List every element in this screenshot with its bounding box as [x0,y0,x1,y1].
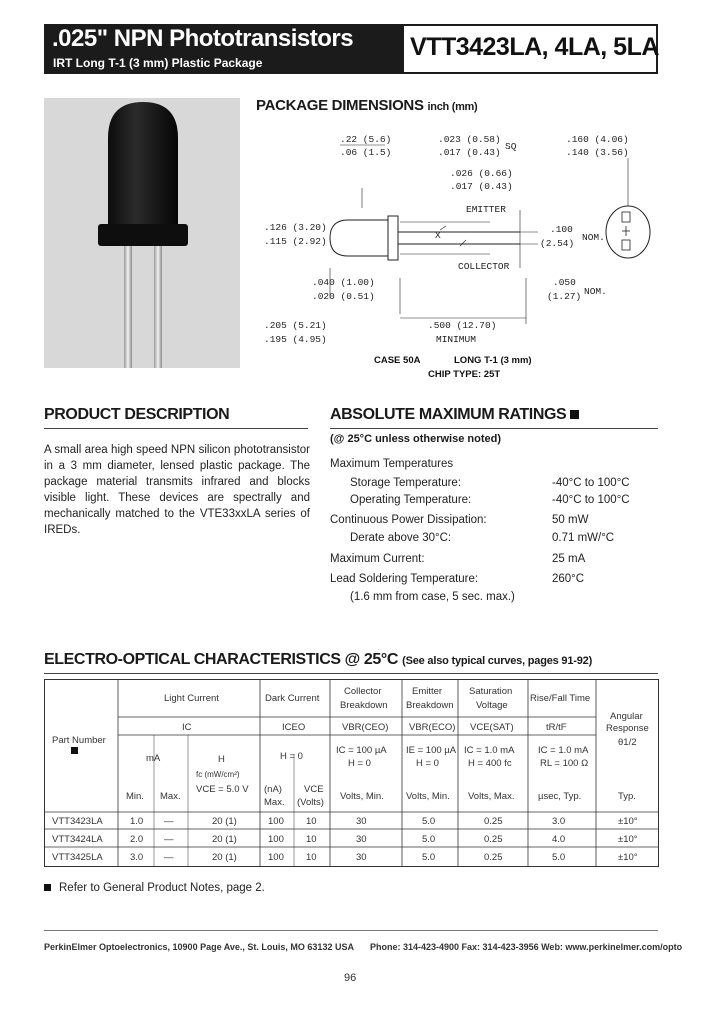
sym-vcesat: VCE(SAT) [470,722,514,733]
svg-text:10: 10 [306,816,317,827]
dim-5a: .126 (3.20) [264,222,327,233]
dim-9b: .195 (4.95) [264,334,327,345]
hdr-angular-1: Angular [610,711,643,722]
package-drawing [250,118,670,388]
footer-contact: Phone: 314-423-4900 Fax: 314-423-3956 Web: www.perkinelmer.com/opto [370,942,683,952]
package-dimensions-heading: PACKAGE DIMENSIONS inch (mm) [256,97,478,114]
dim-7b: .020 (0.51) [312,291,375,302]
case-description: LONG T-1 (3 mm) [454,355,532,366]
divider [44,428,308,429]
part-numbers: VTT3423LA, 4LA, 5LA [410,33,659,61]
sym-vbrceo: VBR(CEO) [342,722,389,733]
cond-ie100: IE = 100 µA [406,745,457,756]
svg-text:20 (1): 20 (1) [212,852,237,863]
svg-text:5.0: 5.0 [552,852,566,863]
svg-text:100: 100 [268,816,284,827]
cond-h400: H = 400 fc [468,758,512,769]
unit-typ: Typ. [618,791,636,802]
hdr-saturation-1: Saturation [469,686,513,697]
svg-text:0.25: 0.25 [484,816,503,827]
square-bullet-icon [44,884,51,891]
cond-ma: mA [146,753,161,764]
divider [44,673,658,674]
square-bullet-icon [71,747,78,754]
ratings-condition: (@ 25°C unless otherwise noted) [330,433,501,445]
unit-max: Max. [160,791,181,802]
product-notes-reference: Refer to General Product Notes, page 2. [44,882,265,894]
electro-optical-heading: ELECTRO-OPTICAL CHARACTERISTICS @ 25°C (See also typical curves, pages 91-92) [44,651,593,668]
svg-text:20 (1): 20 (1) [212,816,237,827]
svg-text:30: 30 [356,852,367,863]
dim-6a: .100 [550,224,573,235]
product-photo [44,98,240,368]
table-row [52,816,638,827]
absolute-max-ratings-heading: ABSOLUTE MAXIMUM RATINGS [330,406,579,424]
cond-ic1: IC = 1.0 mA [464,745,515,756]
svg-text:3.0: 3.0 [552,816,566,827]
cond-vce: VCE = 5.0 V [196,784,249,795]
svg-text:1.0: 1.0 [130,816,144,827]
page-subtitle: IRT Long T-1 (3 mm) Plastic Package [53,56,263,70]
case-label: CASE 50A [374,355,421,366]
unit-volts-min-2: Volts, Min. [406,791,450,802]
svg-text:100: 100 [268,852,284,863]
dim-8b: (1.27) [547,291,582,302]
sym-tr: tR/tF [546,722,567,733]
product-description-text: A small area high speed NPN silicon phototransistor in a 3 mm diameter, lensed plastic package. The package material transmits infrared and blocks visible light. These devices are spectrally and mechanically matched to the VTE33xxLA series of IREDs. [44,444,310,536]
dim-5b: .115 (2.92) [264,236,327,247]
svg-text:±10°: ±10° [618,834,638,845]
sym-ic: IC [182,722,192,733]
label-emitter: EMITTER [466,204,506,215]
rating-row: Continuous Power Dissipation: 50 mW [330,514,589,526]
dim-sq: SQ [505,141,517,152]
rating-row: Derate above 30°C: 0.71 mW/°C [350,532,615,544]
svg-text:2.0: 2.0 [130,834,144,845]
dim-2a: .023 (0.58) [438,134,501,145]
unit-vce: VCE [304,784,324,795]
table-row [52,834,638,845]
hdr-rise-fall: Rise/Fall Time [530,693,591,704]
cond-ic100: IC = 100 µA [336,745,387,756]
unit-volts-max: Volts, Max. [468,791,515,802]
hdr-emitter-1: Emitter [412,686,443,697]
svg-text:VTT3423LA: VTT3423LA [52,816,103,827]
label-x: X [435,230,441,241]
hdr-light-current: Light Current [164,693,219,704]
unit-min: Min. [126,791,144,802]
rating-row: Maximum Temperatures [330,458,454,470]
hdr-collector-1: Collector [344,686,382,697]
cond-rl: RL = 100 Ω [540,758,589,769]
svg-text:5.0: 5.0 [422,834,436,845]
cond-fc: fc (mW/cm²) [196,770,240,779]
rating-row: Operating Temperature: -40°C to 100°C [350,494,630,506]
square-bullet-icon [570,410,579,419]
svg-text:±10°: ±10° [618,852,638,863]
unit-usec: µsec, Typ. [538,791,582,802]
svg-text:—: — [164,852,174,863]
hdr-collector-2: Breakdown [340,700,388,711]
dim-4a: .026 (0.66) [450,168,513,179]
cond-ic10: IC = 1.0 mA [538,745,589,756]
hdr-part-number: Part Number [52,735,106,746]
rating-row: Storage Temperature: -40°C to 100°C [350,477,630,489]
sym-vbreco: VBR(ECO) [409,722,456,733]
dim-4b: .017 (0.43) [450,181,513,192]
hdr-saturation-2: Voltage [476,700,508,711]
page-number: 96 [344,972,357,984]
svg-text:5.0: 5.0 [422,816,436,827]
svg-text:30: 30 [356,816,367,827]
sym-iceo: ICEO [282,722,306,733]
svg-text:5.0: 5.0 [422,852,436,863]
table-row [52,852,638,863]
hdr-emitter-2: Breakdown [406,700,454,711]
rating-row: Maximum Current: 25 mA [330,553,586,565]
chip-type: CHIP TYPE: 25T [428,369,501,380]
svg-text:—: — [164,834,174,845]
dim-3b: .140 (3.56) [566,147,629,158]
svg-text:0.25: 0.25 [484,852,503,863]
dim-10: .500 (12.70) [428,320,497,331]
page-title: .025" NPN Phototransistors [52,25,354,52]
svg-text:4.0: 4.0 [552,834,566,845]
hdr-dark-current: Dark Current [265,693,320,704]
svg-text:—: — [164,816,174,827]
unit-volts-min-1: Volts, Min. [340,791,384,802]
dim-1b: .06 (1.5) [340,147,392,158]
svg-text:100: 100 [268,834,284,845]
rating-row: (1.6 mm from case, 5 sec. max.) [350,591,515,603]
label-collector: COLLECTOR [458,261,510,272]
product-description-heading: PRODUCT DESCRIPTION [44,406,230,423]
svg-text:10: 10 [306,834,317,845]
footer-divider [44,930,658,931]
dim-nom-2: NOM. [584,286,607,297]
cond-h0: H = 0 [280,751,303,762]
hdr-angular-2: Response [606,723,649,734]
svg-text:VTT3425LA: VTT3425LA [52,852,103,863]
cond-h: H [218,754,225,765]
electro-optical-table [44,679,659,867]
dim-8a: .050 [553,277,576,288]
unit-iceo-na: (nA) [264,784,282,795]
cond-h0b: H = 0 [348,758,371,769]
dim-1a: .22 (5.6) [340,134,392,145]
dim-2b: .017 (0.43) [438,147,501,158]
rating-row: Lead Soldering Temperature: 260°C [330,573,585,585]
svg-text:10: 10 [306,852,317,863]
unit-iceo-max: Max. [264,797,285,808]
svg-text:20 (1): 20 (1) [212,834,237,845]
dim-3a: .160 (4.06) [566,134,629,145]
svg-text:±10°: ±10° [618,816,638,827]
svg-text:30: 30 [356,834,367,845]
dim-minimum: MINIMUM [436,334,476,345]
dim-6b: (2.54) [540,238,575,249]
svg-text:0.25: 0.25 [484,834,503,845]
footer-address: PerkinElmer Optoelectronics, 10900 Page Ave., St. Louis, MO 63132 USA [44,942,354,952]
svg-text:3.0: 3.0 [130,852,144,863]
dim-9a: .205 (5.21) [264,320,327,331]
dim-7a: .040 (1.00) [312,277,375,288]
svg-text:VTT3424LA: VTT3424LA [52,834,103,845]
hdr-angular-3: θ1/2 [618,737,637,748]
divider [330,428,658,429]
dim-nom-1: NOM. [582,232,605,243]
cond-h0c: H = 0 [416,758,439,769]
unit-volts: (Volts) [297,797,324,808]
